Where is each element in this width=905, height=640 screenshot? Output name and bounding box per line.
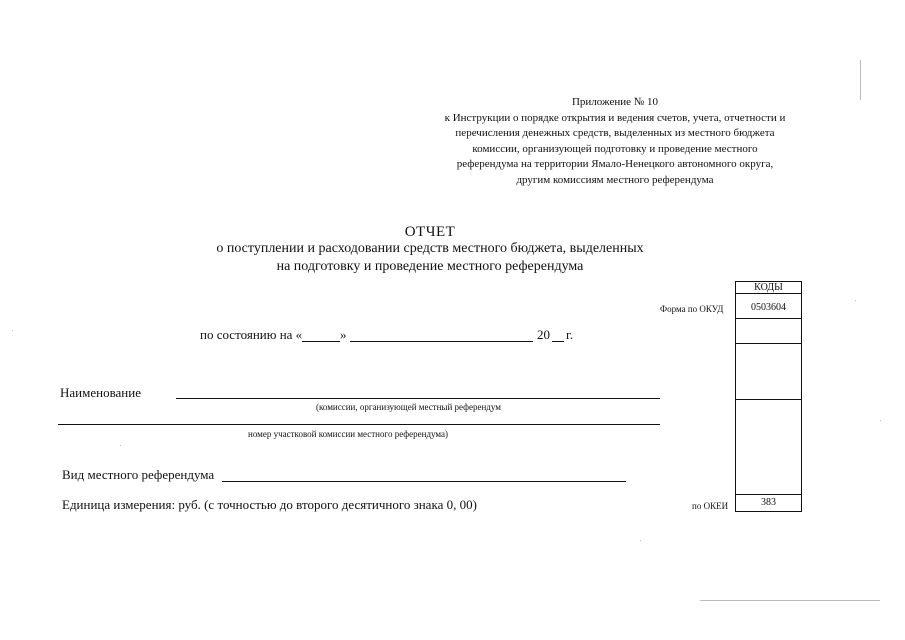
codes-divider <box>736 318 801 319</box>
okei-label: по ОКЕИ <box>692 501 729 511</box>
referendum-type-label: Вид местного референдума <box>62 467 215 482</box>
report-subtitle-line2: на подготовку и проведение местного референдума <box>276 259 584 274</box>
name-hint-2: номер участковой комиссии местного референдума) <box>248 429 449 439</box>
appendix-line: Приложение № 10 <box>571 96 659 108</box>
codes-header: КОДЫ <box>736 282 801 294</box>
year-prefix: 20 <box>537 327 550 342</box>
year-suffix: г. <box>566 327 574 342</box>
day-field[interactable] <box>302 341 340 342</box>
appendix-line: другим комиссиям местного референдума <box>516 173 714 186</box>
appendix-line: перечисления денежных средств, выделенных из местного бюджета <box>455 127 775 139</box>
okud-code: 0503604 <box>751 302 786 313</box>
codes-divider <box>736 399 801 400</box>
year-field[interactable] <box>552 341 564 342</box>
appendix-line: референдума на территории Ямало-Ненецкого автономного округа, <box>456 158 774 170</box>
name-field[interactable] <box>176 398 660 399</box>
okei-code: 383 <box>761 497 776 508</box>
codes-table <box>735 281 802 512</box>
report-subtitle-line1: о поступлении и расходовании средств местного бюджета, выделенных <box>216 241 644 256</box>
name-hint-1: (комиссии, организующей местный референдум <box>316 402 501 412</box>
appendix-line: к Инструкции о порядке открытия и ведения счетов, учета, отчетности и <box>444 111 786 124</box>
codes-divider <box>736 494 801 495</box>
date-close-quote: » <box>340 327 347 342</box>
referendum-type-field[interactable] <box>222 481 626 482</box>
month-field[interactable] <box>350 341 533 342</box>
okud-label: Форма по ОКУД <box>660 304 724 314</box>
name-label: Наименование <box>60 385 141 400</box>
unit-label: Единица измерения: руб. (с точностью до второго десятичного знака 0, 00) <box>62 497 477 512</box>
date-prefix: по состоянию на « <box>200 327 303 342</box>
codes-divider <box>736 343 801 344</box>
name-field-line2[interactable] <box>58 424 660 425</box>
appendix-line: комиссии, организующей подготовку и проведение местного <box>472 142 758 155</box>
appendix-block <box>400 95 830 188</box>
report-title: ОТЧЕТ <box>404 224 456 240</box>
